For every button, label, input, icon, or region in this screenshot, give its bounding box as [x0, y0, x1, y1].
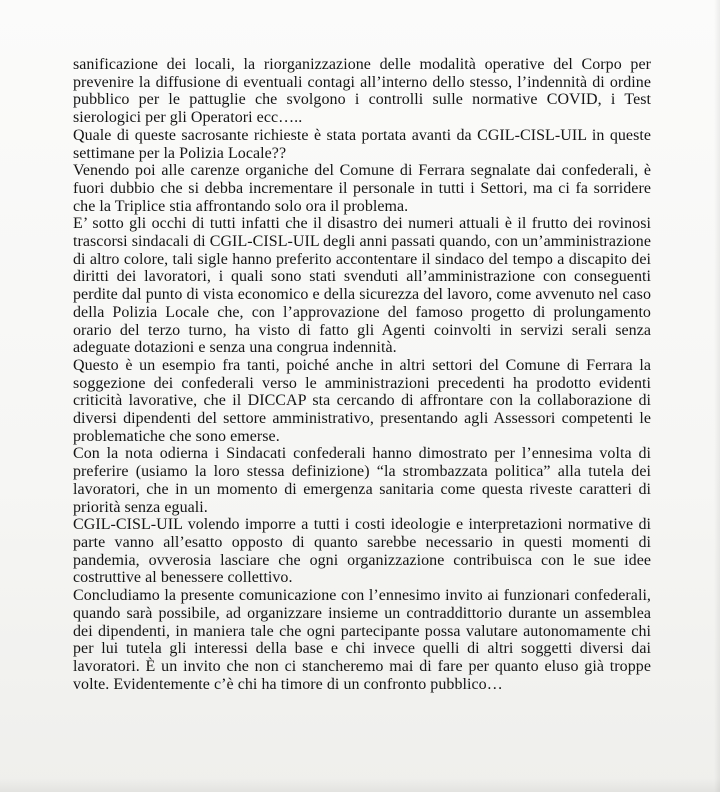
page-edge-shadow	[714, 0, 720, 792]
paragraph-7: CGIL-CISL-UIL volendo imporre a tutti i costi ideologie e interpretazioni normative di parte vanno all’esatto opposto di quanto sarebbe necessario in questi momenti di pandemia, ovverosia lasciare che ogni organizzazione contribuisca con le sue idee costruttive al benessere collettivo.	[73, 516, 651, 587]
paragraph-1: sanificazione dei locali, la riorganizzazione delle modalità operative del Corpo per prevenire la diffusione di eventuali contagi all’interno dello stesso, l’indennità di ordine pubblico per le pattuglie che svolgono i controlli sulle normative COVID, i Test sierologici per gli Operatori ecc…..	[73, 56, 651, 127]
paragraph-6: Con la nota odierna i Sindacati confederali hanno dimostrato per l’ennesima volta di preferire (usiamo la loro stessa definizione) “la strombazzata politica” alla tutela dei lavoratori, che in un momento di emergenza sanitaria come questa riveste caratteri di priorità senza eguali.	[73, 445, 651, 516]
page-bottom-shadow	[0, 778, 720, 792]
paragraph-5: Questo è un esempio fra tanti, poiché anche in altri settori del Comune di Ferrara la soggezione dei confederali verso le amministrazioni precedenti ha prodotto evidenti criticità lavorative, che il DICCAP sta cercando di affrontare con la collaborazione di diversi dipendenti del settore amministrativo, presentando agli Assessori competenti le problematiche che sono emerse.	[73, 356, 651, 445]
document-body	[73, 56, 651, 693]
paragraph-3: Venendo poi alle carenze organiche del Comune di Ferrara segnalate dai confederali, è fuori dubbio che si debba incrementare il personale in tutti i Settori, ma ci fa sorridere che la Triplice stia affrontando solo ora il problema.	[73, 162, 651, 215]
paragraph-8: Concludiamo la presente comunicazione con l’ennesimo invito ai funzionari confederali, quando sarà possibile, ad organizzare insieme un contraddittorio durante un assemblea dei dipendenti, in maniera tale che ogni partecipante possa valutare autonomamente chi per lui tutela gli interessi della base e chi invece quelli di altri soggetti diversi dai lavoratori. È un invito che non ci stancheremo mai di fare per quanto eluso già troppe volte. Evidentemente c’è chi ha timore di un confronto pubblico…	[73, 587, 651, 693]
paragraph-4: E’ sotto gli occhi di tutti infatti che il disastro dei numeri attuali è il frutto dei rovinosi trascorsi sindacali di CGIL-CISL-UIL degli anni passati quando, con un’amministrazione di altro colore, tali sigle hanno preferito accontentare il sindaco del tempo a discapito dei diritti dei lavoratori, i quali sono stati svenduti all’amministrazione con conseguenti perdite dal punto di vista economico e della sicurezza del lavoro, come avvenuto nel caso della Polizia Locale che, con l’approvazione del famoso progetto di prolungamento orario del terzo turno, ha visto di fatto gli Agenti coinvolti in servizi serali senza adeguate dotazioni e senza una congrua indennità.	[73, 215, 651, 357]
paragraph-2: Quale di queste sacrosante richieste è stata portata avanti da CGIL-CISL-UIL in queste settimane per la Polizia Locale??	[73, 126, 651, 162]
